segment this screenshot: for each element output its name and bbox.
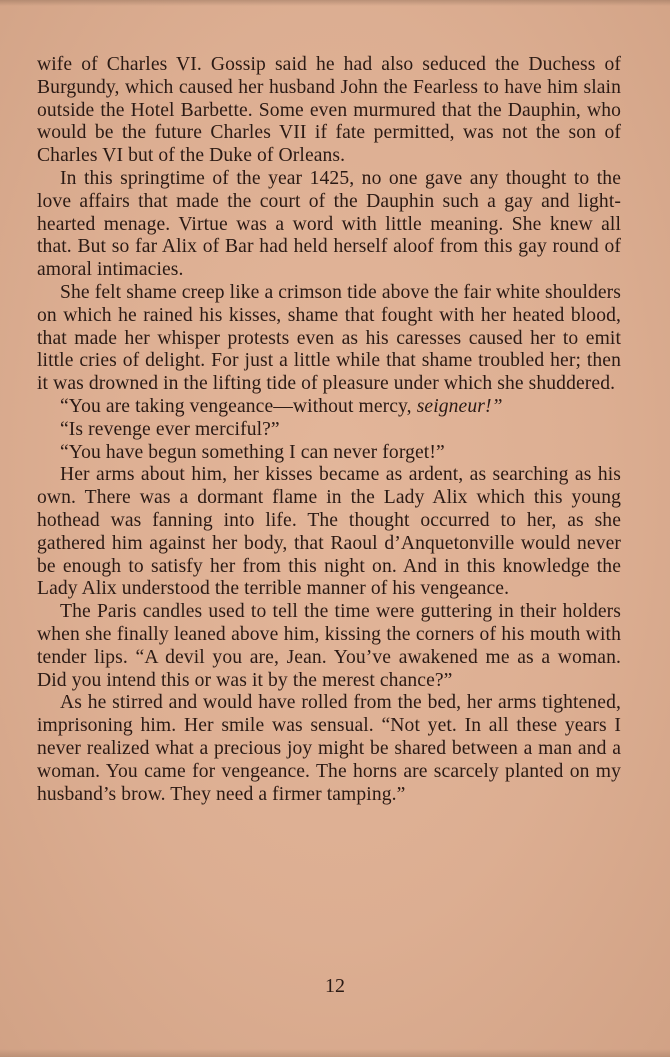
- paragraph-3: She felt shame creep like a crimson tide above the fair white shoulders on which he rained his kisses, shame that fought with her heated blood, that made her whisper protests even as his caresses caused her to emit little cries of delight. For just a little while that shame troubled her; then it was drowned in the lifting tide of pleasure under which she shuddered.: [37, 281, 621, 395]
- page-body-text: [37, 54, 621, 806]
- paragraph-1: wife of Charles VI. Gossip said he had also seduced the Duchess of Burgundy, which caused her husband John the Fearless to have him slain outside the Hotel Barbette. Some even murmured that the Dauphin, who would be the future Charles VII if fate permitted, was not the son of Charles VI but of the Duke of Orleans.: [37, 54, 621, 167]
- dialog-line-2: “Is revenge ever merciful?”: [60, 418, 280, 440]
- page-number: 12: [325, 975, 345, 997]
- dialog-line-1: [37, 396, 621, 419]
- paragraph-6: As he stirred and would have rolled from the bed, her arms tightened, imprisoning him. Her smile was sensual. “Not yet. In all these years I never realized what a precious joy might be shared between a man and a woman. You came for vengeance. The horns are scarcely planted on my husband’s brow. They need a firmer tamping.”: [37, 692, 621, 805]
- paragraph-5: The Paris candles used to tell the time were guttering in their holders when she finally leaned above him, kissing the corners of his mouth with tender lips. “A devil you are, Jean. You’ve awakened me as a woman. Did you intend this or was it by the merest chance?”: [37, 601, 621, 691]
- paragraph-4: Her arms about him, her kisses became as ardent, as searching as his own. There was a dormant flame in the Lady Alix which this young hothead was fanning into life. The thought occurred to her, as she gathered him against her body, that Raoul d’Anquetonville would never be enough to satisfy her from this night on. And in this knowledge the Lady Alix understood the terrible manner of his vengeance.: [37, 464, 621, 600]
- dialog-line-3: “You have begun something I can never forget!”: [60, 441, 445, 463]
- paragraph-2: In this springtime of the year 1425, no one gave any thought to the love affairs that made the court of the Dauphin such a gay and light-hearted menage. Virtue was a word with little meaning. She knew all that. But so far Alix of Bar had held herself aloof from this gay round of amoral intimacies.: [37, 167, 621, 281]
- dialog-line-1-text: “You are taking vengeance—without mercy,: [60, 395, 417, 417]
- dialog-line-1-italic: seigneur!”: [416, 395, 503, 417]
